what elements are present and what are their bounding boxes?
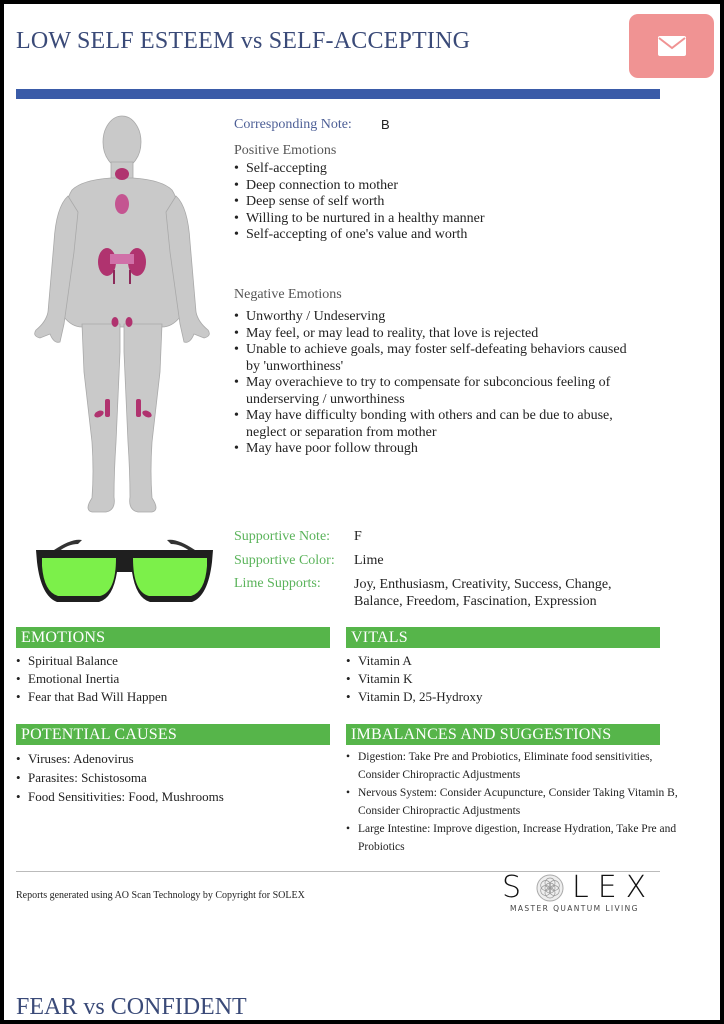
potential-causes-list [16,749,336,806]
list-item: • Willing to be nurtured in a healthy manner [234,211,654,228]
potential-causes-heading: POTENTIAL CAUSES [16,724,330,745]
list-item: • Self-accepting of one's value and worth [234,227,654,244]
report-page [4,4,720,1020]
next-page-title: FEAR vs CONFIDENT [16,994,247,1020]
lime-supports-value: Joy, Enthusiasm, Creativity, Success, Change, Balance, Freedom, Fascination, Expression [354,577,612,609]
logo-letter-s: S [502,870,523,905]
lime-supports-row [234,576,354,592]
list-item: • Vitamin D, 25-Hydroxy [346,688,656,706]
positive-emotions-heading: Positive Emotions [234,143,337,158]
list-item: • Large Intestine: Improve digestion, Increase Hydration, Take Pre and Probiotics [346,821,691,856]
supportive-note-label: Supportive Note: [234,529,331,544]
vitals-list [346,652,656,706]
list-item: • Unable to achieve goals, may foster self-defeating behaviors caused by 'unworthiness' [234,342,644,375]
corresponding-note-label: Corresponding Note: [234,117,352,132]
supportive-note-row [234,529,362,545]
positive-emotions-list [234,161,654,244]
email-button[interactable] [629,14,714,78]
negative-emotions-list [234,309,644,458]
list-item: • Deep sense of self worth [234,194,654,211]
vitals-heading: VITALS [346,627,660,648]
supportive-color-label: Supportive Color: [234,553,335,568]
list-item: • Nervous System: Consider Acupuncture, Consider Taking Vitamin B, Consider Chiropractic Adjustments [346,785,691,820]
list-item: • May have poor follow through [234,441,644,458]
solex-logo [502,870,664,918]
list-item: • Parasites: Schistosoma [16,768,336,787]
logo-tagline: MASTER QUANTUM LIVING [510,904,639,913]
list-item: • Viruses: Adenovirus [16,749,336,768]
footer-copyright: Reports generated using AO Scan Technology by Copyright for SOLEX [16,890,305,901]
title-divider-bar [16,89,660,99]
supportive-color-value: Lime [354,553,384,568]
lime-glasses-image [32,536,217,608]
emotions-list [16,652,326,706]
imbalances-list [346,749,691,857]
list-item: • Unworthy / Undeserving [234,309,644,326]
corresponding-note [234,117,390,133]
list-item: • Self-accepting [234,161,654,178]
page-title: LOW SELF ESTEEM vs SELF-ACCEPTING [16,28,471,54]
list-item: • Spiritual Balance [16,652,326,670]
list-item: • May have difficulty bonding with others and can be due to abuse, neglect or separation from mother [234,408,644,441]
list-item: • Food Sensitivities: Food, Mushrooms [16,787,336,806]
list-item: • Vitamin K [346,670,656,688]
list-item: • Deep connection to mother [234,178,654,195]
supportive-note-value: F [354,529,362,544]
envelope-icon [658,36,686,56]
lime-supports-label: Lime Supports: [234,576,321,591]
list-item: • Emotional Inertia [16,670,326,688]
human-body-figure [22,112,222,517]
list-item: • Vitamin A [346,652,656,670]
imbalances-heading: IMBALANCES AND SUGGESTIONS [346,724,660,745]
flower-of-life-icon [536,874,564,902]
negative-emotions-heading: Negative Emotions [234,287,342,302]
list-item: • Fear that Bad Will Happen [16,688,326,706]
list-item: • Digestion: Take Pre and Probiotics, Eliminate food sensitivities, Consider Chiropractic Adjustments [346,749,691,784]
list-item: • May feel, or may lead to reality, that love is rejected [234,326,644,343]
list-item: • May overachieve to try to compensate for subconcious feeling of underserving / unworthiness [234,375,644,408]
corresponding-note-value: B [381,117,390,132]
logo-letters-lex: LEX [572,870,656,905]
emotions-heading: EMOTIONS [16,627,330,648]
supportive-color-row [234,553,384,569]
